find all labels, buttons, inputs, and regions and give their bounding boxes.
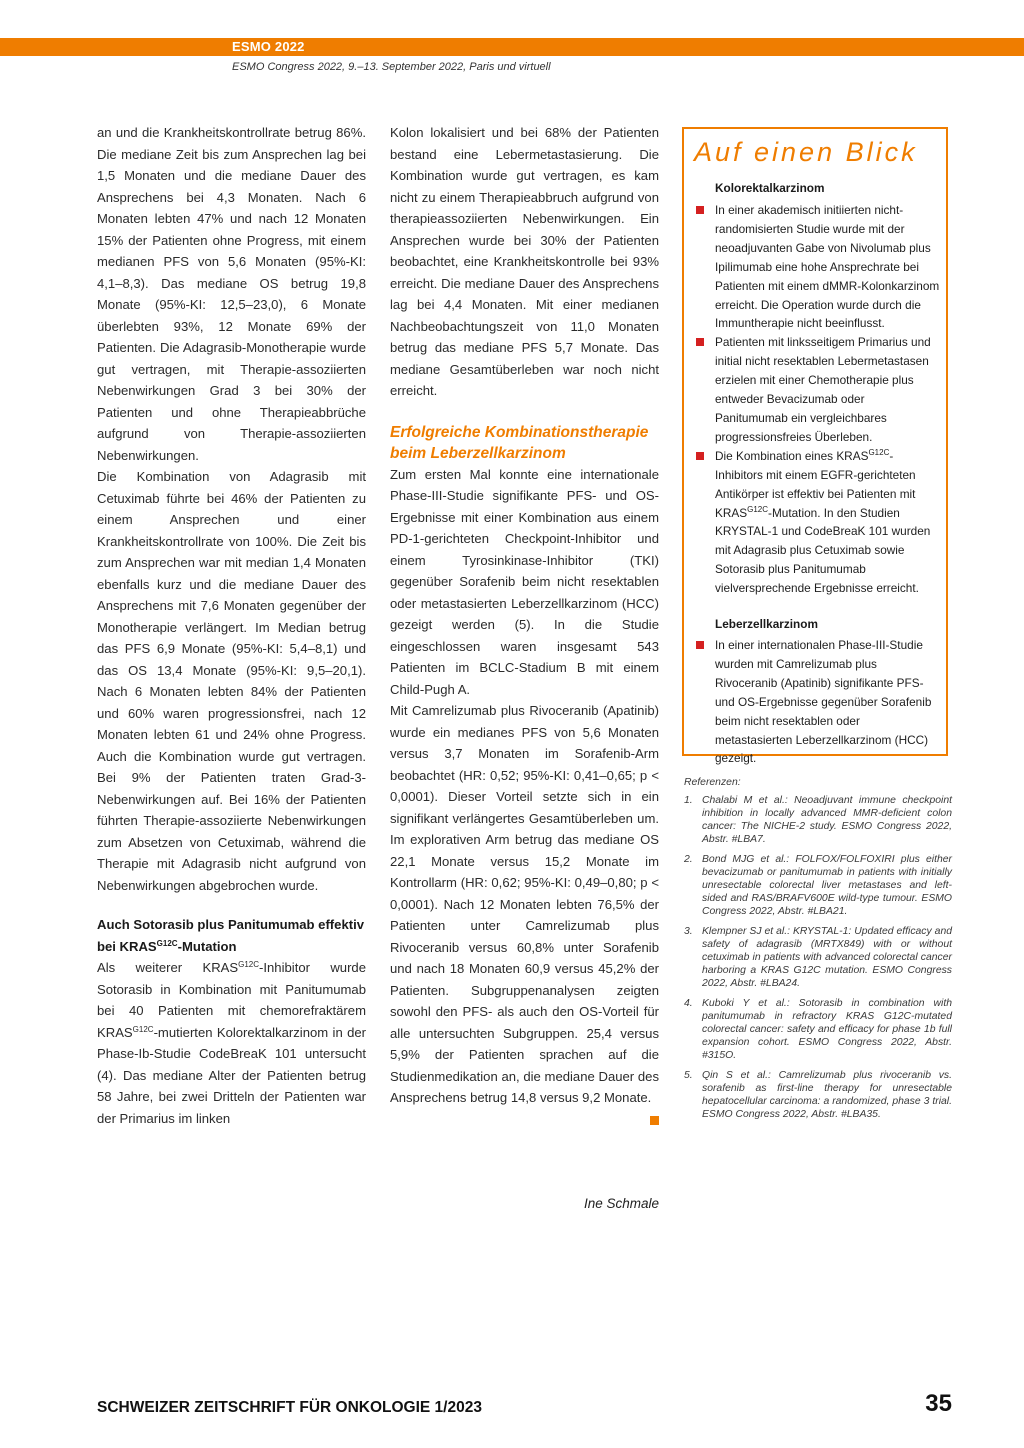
summary-list: [696, 201, 940, 598]
summary-section-heading: Kolorektalkarzinom: [715, 181, 825, 195]
page-number: 35: [925, 1390, 952, 1417]
summary-box-title: Auf einen Blick: [694, 137, 918, 167]
reference-item: 2. Bond MJG et al.: FOLFOX/FOLFOXIRI plus either bevacizumab or panitumumab in patients with initially unresectable colorectal liver metastases and left-sided and RAS/BRAFV600E wild-type tumour. ESMO Congress 2022, Abstr. #LBA21.: [684, 854, 952, 917]
list-item: Die Kombination eines $KRAS^{G12C}$-Inhibitors mit einem EGFR-gerichteten Antikörper ist effektiv bei Patienten mit $KRAS^{G12C}$-Mutation. In den Studien KRYSTAL-1 und CodeBreaK 101 wurden mit Adagrasib plus Cetuximab sowie Sotorasib plus Panitumumab vielversprechende Ergebnisse erreicht.: [696, 447, 940, 598]
journal-title: SCHWEIZER ZEITSCHRIFT FÜR ONKOLOGIE 1/2023: [97, 1399, 482, 1416]
header-bar: [0, 38, 1024, 56]
paragraph: Als weiterer $KRAS^{G12C}$-Inhibitor wurde Sotorasib in Kombination mit Panitumumab bei 40 Patienten mit chemorefraktärem $KRAS^{G12C}$-mutierten Kolorektalkarzinom in der Phase-Ib-Studie CodeBreaK 101 untersucht (4). Das mediane Alter der Patienten betrug 58 Jahre, bei zwei Dritteln der Patienten war der Primarius im linken: [97, 960, 366, 1126]
article-column-1: [97, 122, 366, 1129]
summary-box: [682, 127, 948, 766]
bullet-square-icon: [696, 452, 704, 460]
paragraph: Die Kombination von Adagrasib mit Cetuximab führte bei 46% der Patienten zu einem Ansprechen und einer Krankheitskontrollrate von 100%. Die Zeit bis zum Ansprechen war mit median 1,4 Monaten ebenfalls kurz und die mediane Dauer des Ansprechens mit 7,6 Monaten gegenüber der Monotherapie verlängert. Im Median betrug das PFS 6,9 Monate (95%-KI: 5,4–8,1) und das OS 13,4 Monate (95%-KI: 9,5–20,1). Nach 6 Monaten lebten 84% der Patienten und 60% waren progressionsfrei, nach 12 Monaten lebten 61 und 24% ohne Progress. Auch die Kombination wurde gut vertragen. Bei 9% der Patienten traten Grad-3-Nebenwirkungen auf. Bei 16% der Patienten führten Therapie-assoziierte Nebenwirkungen zum Absetzen von Cetuximab, während die Therapie mit Adagrasib nicht aufgrund von Nebenwirkungen abgebrochen wurde.: [97, 469, 366, 893]
paragraph: Zum ersten Mal konnte eine internationale Phase-III-Studie signifikante PFS- und OS-Ergebnisse mit einer Kombination aus einem PD-1-gerichteten Checkpoint-Inhibitor und einem Tyrosinkinase-Inhibitor (TKI) gegenüber Sorafenib beim nicht resektablen oder metastasierten Leberzellkarzinom (HCC) gezeigt werden (5). In die Studie eingeschlossen waren insgesamt 543 Patienten im BCLC-Stadium B mit einem Child-Pugh A.: [390, 466, 659, 697]
list-item: In einer internationalen Phase-III-Studie wurden mit Camrelizumab plus Rivoceranib (Apatinib) signifikante PFS- und OS-Ergebnisse gegenüber Sorafenib beim nicht resektablen oder metastasierten Leberzellkarzinom (HCC) gezeigt.: [696, 636, 940, 768]
author-name: Ine Schmale: [583, 1196, 659, 1211]
section-heading: Erfolgreiche Kombinationstherapie beim Leberzellkarzinom: [390, 423, 649, 462]
reference-item: 3. Klempner SJ et al.: KRYSTAL-1: Updated efficacy and safety of adagrasib (MRTX849) with or without cetuximab in patients with advanced colorectal cancer harboring a KRAS G12C mutation. ESMO Congress 2022, Abstr. #LBA24.: [684, 926, 952, 989]
bullet-square-icon: [696, 206, 704, 214]
bullet-square-icon: [696, 641, 704, 649]
reference-item: 4. Kuboki Y et al.: Sotorasib in combination with panitumumab in refractory KRAS G12C-mutated colorectal cancer: safety and efficacy for phase 1b full expansion cohort. ESMO Congress 2022, Abstr. #315O.: [684, 998, 952, 1061]
list-item: In einer akademisch initiierten nicht-randomisierten Studie wurde mit der neoadjuvanten Gabe von Nivolumab plus Ipilimumab eine hohe Ansprechrate bei Patienten mit einem dMMR-Kolonkarzinom erreicht. Die Operation wurde durch die Immuntherapie nicht beeinflusst.: [696, 201, 940, 333]
article-column-2: [390, 122, 659, 1125]
paragraph: an und die Krankheitskontrollrate betrug 86%. Die mediane Zeit bis zum Ansprechen lag bei 1,5 Monaten und die mediane Dauer des Ansprechens bei 4,3 Monaten. Nach 6 Monaten lebten 47% und nach 12 Monaten 15% der Patienten ohne Progress, mit einem medianen PFS von 5,6 Monaten (95%-KI: 4,1–8,3). Das mediane OS betrug 19,8 Monate (95%-KI: 12,5–23,0), 6 Monate überlebten 93%, 12 Monate 69% der Patienten. Die Adagrasib-Monotherapie wurde gut vertragen, mit Therapie-assoziierten Nebenwirkungen Grad 3 bei 30% der Patienten und ohne Therapieabbrüche aufgrund von Therapie-assoziierten Nebenwirkungen.: [97, 125, 366, 463]
section-heading: Auch Sotorasib plus Panitumumab effektiv bei $KRAS^{G12C}$-Mutation: [97, 917, 365, 954]
summary-section-heading: Leberzellkarzinom: [715, 617, 818, 631]
references-list: [684, 794, 952, 1121]
header-subtitle: ESMO Congress 2022, 9.–13. September 2022, Paris und virtuell: [232, 61, 551, 73]
bullet-square-icon: [696, 338, 704, 346]
list-item: Patienten mit linksseitigem Primarius und initial nicht resektablen Lebermetastasen erzielen mit einer Chemotherapie plus entweder Bevacizumab oder Panitumumab ein vergleichbares progressionsfreies Überleben.: [696, 333, 940, 446]
summary-list: [696, 636, 940, 768]
reference-item: 5. Qin S et al.: Camrelizumab plus rivoceranib vs. sorafenib as first-line therapy for unresectable hepatocellular carcinoma: a randomized, phase 3 trial. ESMO Congress 2022, Abstr. #LBA35.: [684, 1070, 952, 1120]
end-of-article-mark: [650, 1116, 659, 1125]
references-title: Referenzen:: [684, 777, 741, 788]
header-title: ESMO 2022: [232, 39, 305, 54]
reference-item: 1. Chalabi M et al.: Neoadjuvant immune checkpoint inhibition in locally advanced MMR-deficient colon cancer: The NICHE-2 study. ESMO Congress 2022, Abstr. #LBA7.: [684, 795, 952, 845]
paragraph: Mit Camrelizumab plus Rivoceranib (Apatinib) wurde ein medianes PFS von 5,6 Monaten versus 3,7 Monaten im Sorafenib-Arm beobachtet (HR: 0,52; 95%-KI: 0,41–0,65; p < 0,0001). Dieser Vorteil setzte sich in ein signifikant verlängertes Gesamtüberleben um. Im explorativen Arm betrug das mediane OS 22,1 Monate versus 15,2 Monate im Kontrollarm (HR: 0,62; 95%-KI: 0,49–0,80; p < 0,0001). Nach 12 Monaten lebten 76,5% der Patienten unter Camrelizumab plus Rivoceranib versus 60,8% unter Sorafenib und nach 18 Monaten 60,9 versus 45,2% der Patienten. Subgruppenanalysen zeigten sowohl den PFS- als auch den OS-Vorteil für alle untersuchten Subgruppen. 25,4 versus 5,9% der Patienten sprachen auf die Studienmedikation an, die mediane Dauer des Ansprechens betrug 14,8 versus 9,2 Monate.: [390, 700, 659, 1109]
references: [684, 776, 952, 1128]
paragraph: Kolon lokalisiert und bei 68% der Patienten bestand eine Lebermetastasierung. Die Kombination wurde gut vertragen, es kam nicht zu einem Therapieabbruch aufgrund von therapieassoziierten Nebenwirkungen. Ein Ansprechen wurde bei 30% der Patienten beobachtet, eine Krankheitskontrolle bei 93% erreicht. Die mediane Dauer des Ansprechens lag bei 4,4 Monaten. Mit einer medianen Nachbeobachtungszeit von 11,0 Monaten betrug das mediane PFS 5,7 Monate. Das mediane Gesamtüberleben war noch nicht erreicht.: [390, 125, 659, 398]
